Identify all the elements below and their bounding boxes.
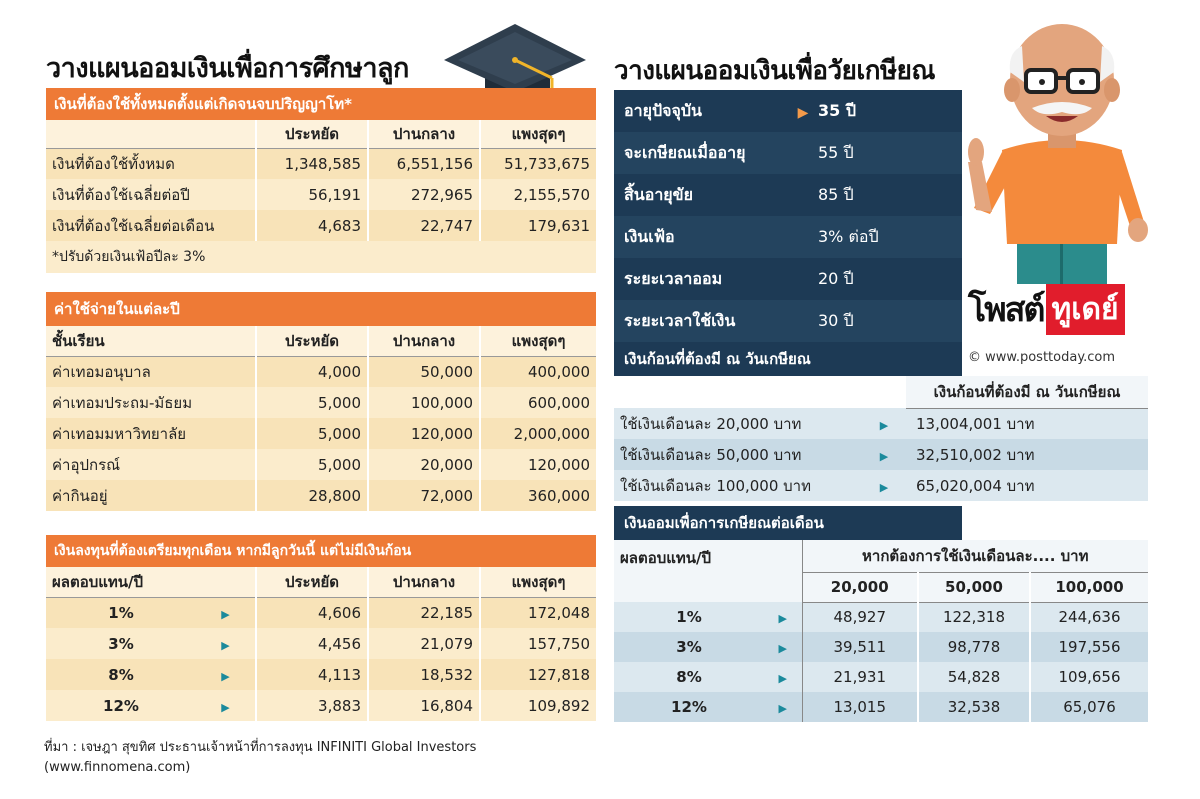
row-label: ค่ากินอยู่ — [46, 480, 256, 511]
cell-value: 28,800 — [256, 480, 368, 511]
cell-value: 32,510,002 บาท — [906, 439, 1148, 470]
row-label: เงินที่ต้องใช้ทั้งหมด — [46, 148, 256, 179]
cell-value: 18,532 — [368, 659, 480, 690]
param-row — [614, 90, 962, 132]
cell-value: 4,606 — [256, 597, 368, 628]
cell-value: 600,000 — [480, 387, 596, 418]
cell-value: 157,750 — [480, 628, 596, 659]
row-label: 12% — [46, 690, 196, 721]
cell-value: 21,079 — [368, 628, 480, 659]
col-header: ประหยัด — [256, 120, 368, 148]
col-header: แพงสุดๆ — [480, 567, 596, 597]
param-label: เงินเฟ้อ — [614, 216, 792, 258]
annual-expense-header: ค่าใช้จ่ายในแต่ละปี — [46, 292, 596, 326]
cell-value: 400,000 — [480, 356, 596, 387]
cell-value: 13,004,001 บาท — [906, 408, 1148, 439]
cell-value: 22,185 — [368, 597, 480, 628]
cell-value: 127,818 — [480, 659, 596, 690]
table-row — [46, 597, 596, 628]
arrow-right-icon: ▶ — [221, 638, 230, 652]
source-line-1: ที่มา : เจษฎา สุขทิศ ประธานเจ้าหน้าที่การลงทุน INFINITI Global Investors — [44, 740, 477, 755]
education-total-table — [46, 120, 596, 273]
cell-value: 13,015 — [802, 692, 918, 722]
col-header: ปานกลาง — [368, 567, 480, 597]
table-row — [46, 418, 596, 449]
row-label: เงินที่ต้องใช้เฉลี่ยต่อเดือน — [46, 210, 256, 241]
cell-value: 51,733,675 — [480, 148, 596, 179]
cell-value: 100,000 — [368, 387, 480, 418]
cell-value: 39,511 — [802, 632, 918, 662]
table-row — [614, 408, 1148, 439]
cell-value: 3,883 — [256, 690, 368, 721]
cell-value: 4,113 — [256, 659, 368, 690]
cell-value: 54,828 — [918, 662, 1030, 692]
row-label: ใช้เงินเดือนละ 50,000 บาท — [614, 439, 862, 470]
cell-value: 4,000 — [256, 356, 368, 387]
param-value: 20 ปี — [814, 258, 962, 300]
table-row — [46, 449, 596, 480]
cell-value: 4,683 — [256, 210, 368, 241]
left-title: วางแผนออมเงินเพื่อการศึกษาลูก — [46, 53, 409, 84]
arrow-right-icon: ▶ — [778, 672, 787, 685]
col-header: ประหยัด — [256, 326, 368, 356]
table-header-row — [46, 567, 596, 597]
col-header: ปานกลาง — [368, 120, 480, 148]
monthly-investment-table — [46, 567, 596, 721]
col-header: ปานกลาง — [368, 326, 480, 356]
table-header-blank — [46, 120, 256, 148]
table-row — [46, 690, 596, 721]
site-credit: © www.posttoday.com — [968, 350, 1116, 365]
cell-value: 272,965 — [368, 179, 480, 210]
cell-value: 98,778 — [918, 632, 1030, 662]
cell-value: 21,931 — [802, 662, 918, 692]
param-label: อายุปัจจุบัน — [614, 90, 792, 132]
table-row — [614, 632, 1148, 662]
lump-sum-header: เงินก้อนที่ต้องมี ณ วันเกษียณ — [614, 342, 962, 376]
cell-value: 197,556 — [1030, 632, 1148, 662]
table-row — [614, 662, 1148, 692]
cell-value: 72,000 — [368, 480, 480, 511]
source-line-2: (www.finnomena.com) — [44, 760, 191, 775]
col-header-level: ชั้นเรียน — [46, 326, 256, 356]
row-label: ใช้เงินเดือนละ 20,000 บาท — [614, 408, 862, 439]
cell-value: 65,076 — [1030, 692, 1148, 722]
retirement-params-table — [614, 90, 962, 342]
param-value: 30 ปี — [814, 300, 962, 342]
row-label: ใช้เงินเดือนละ 100,000 บาท — [614, 470, 862, 501]
table-row — [46, 659, 596, 690]
arrow-right-icon: ▶ — [221, 700, 230, 714]
monthly-saving-header: เงินออมเพื่อการเกษียณต่อเดือน — [614, 506, 962, 540]
row-label: 8% — [46, 659, 196, 690]
param-row — [614, 132, 962, 174]
col-header: แพงสุดๆ — [480, 326, 596, 356]
table-row — [614, 470, 1148, 501]
row-label: 3% — [46, 628, 196, 659]
inflation-note: *ปรับด้วยเงินเฟ้อปีละ 3% — [46, 241, 596, 273]
param-row — [614, 300, 962, 342]
cell-value: 22,747 — [368, 210, 480, 241]
param-value: 85 ปี — [814, 174, 962, 216]
cell-value: 5,000 — [256, 449, 368, 480]
table-row — [46, 628, 596, 659]
cell-value: 16,804 — [368, 690, 480, 721]
row-label: เงินที่ต้องใช้เฉลี่ยต่อปี — [46, 179, 256, 210]
arrow-right-icon: ▶ — [879, 449, 889, 463]
cell-value: 5,000 — [256, 387, 368, 418]
table-row — [614, 692, 1148, 722]
lump-sum-table — [614, 376, 1148, 501]
cell-value: 122,318 — [918, 602, 1030, 632]
table-row — [46, 179, 596, 210]
param-label: สิ้นอายุขัย — [614, 174, 792, 216]
param-value: 35 ปี — [814, 90, 962, 132]
right-title: วางแผนออมเงินเพื่อวัยเกษียณ — [614, 56, 935, 86]
col-header: 100,000 — [1030, 572, 1148, 602]
table-row — [46, 480, 596, 511]
row-label: 12% — [614, 692, 764, 722]
cell-value: 120,000 — [480, 449, 596, 480]
param-label: ระยะเวลาใช้เงิน — [614, 300, 792, 342]
cell-value: 2,155,570 — [480, 179, 596, 210]
cell-value: 120,000 — [368, 418, 480, 449]
cell-value: 20,000 — [368, 449, 480, 480]
cell-value: 172,048 — [480, 597, 596, 628]
table-row — [614, 439, 1148, 470]
cell-value: 109,892 — [480, 690, 596, 721]
arrow-right-icon: ▶ — [879, 480, 889, 494]
cell-value: 109,656 — [1030, 662, 1148, 692]
monthly-investment-header: เงินลงทุนที่ต้องเตรียมทุกเดือน หากมีลูกวันนี้ แต่ไม่มีเงินก้อน — [46, 535, 596, 567]
col-header: ประหยัด — [256, 567, 368, 597]
row-label: ค่าเทอมมหาวิทยาลัย — [46, 418, 256, 449]
row-label: 8% — [614, 662, 764, 692]
cell-value: 48,927 — [802, 602, 918, 632]
cell-value: 360,000 — [480, 480, 596, 511]
arrow-right-icon: ▶ — [221, 669, 230, 683]
table-row — [46, 387, 596, 418]
table-header-row — [46, 326, 596, 356]
arrow-right-icon: ▶ — [879, 418, 889, 432]
row-label: 1% — [614, 602, 764, 632]
cell-value: 244,636 — [1030, 602, 1148, 632]
col-header-return: ผลตอบแทน/ปี — [46, 567, 256, 597]
row-label: 1% — [46, 597, 196, 628]
cell-value: 1,348,585 — [256, 148, 368, 179]
table-row — [46, 148, 596, 179]
table-header-row — [614, 376, 1148, 408]
param-row — [614, 174, 962, 216]
param-label: ระยะเวลาออม — [614, 258, 792, 300]
param-row — [614, 258, 962, 300]
logo-text-post: โพสต์ — [968, 290, 1044, 330]
logo-text-today: ทูเดย์ — [1046, 284, 1125, 335]
param-row — [614, 216, 962, 258]
table-row — [46, 356, 596, 387]
row-label: ค่าอุปกรณ์ — [46, 449, 256, 480]
monthly-saving-table — [614, 540, 1148, 722]
arrow-right-icon: ▶ — [778, 642, 787, 655]
table-row — [46, 210, 596, 241]
col-header: 50,000 — [918, 572, 1030, 602]
cell-value: 179,631 — [480, 210, 596, 241]
cell-value: 6,551,156 — [368, 148, 480, 179]
col-header-return: ผลตอบแทน/ปี — [614, 540, 802, 602]
cell-value: 32,538 — [918, 692, 1030, 722]
cell-value: 65,020,004 บาท — [906, 470, 1148, 501]
table-header-row — [614, 540, 1148, 572]
education-total-header: เงินที่ต้องใช้ทั้งหมดตั้งแต่เกิดจนจบปริญญาโท* — [46, 88, 596, 120]
arrow-right-icon: ▶ — [797, 104, 809, 121]
row-label: 3% — [614, 632, 764, 662]
table-header-row — [46, 120, 596, 148]
param-value: 3% ต่อปี — [814, 216, 962, 258]
row-label: ค่าเทอมประถม-มัธยม — [46, 387, 256, 418]
lump-col-header: เงินก้อนที่ต้องมี ณ วันเกษียณ — [906, 376, 1148, 408]
arrow-right-icon: ▶ — [221, 607, 230, 621]
col-header: 20,000 — [802, 572, 918, 602]
row-label: ค่าเทอมอนุบาล — [46, 356, 256, 387]
param-value: 55 ปี — [814, 132, 962, 174]
arrow-right-icon: ▶ — [778, 612, 787, 625]
span-col-header: หากต้องการใช้เงินเดือนละ.... บาท — [802, 540, 1148, 572]
source-note — [44, 738, 476, 778]
cell-value: 56,191 — [256, 179, 368, 210]
cell-value: 5,000 — [256, 418, 368, 449]
table-note-row — [46, 241, 596, 273]
annual-expense-table — [46, 326, 596, 511]
arrow-right-icon: ▶ — [778, 702, 787, 715]
param-label: จะเกษียณเมื่ออายุ — [614, 132, 792, 174]
cell-value: 4,456 — [256, 628, 368, 659]
posttoday-logo — [968, 282, 1154, 336]
cell-value: 2,000,000 — [480, 418, 596, 449]
col-header: แพงสุดๆ — [480, 120, 596, 148]
table-row — [614, 602, 1148, 632]
elderly-man-thumbs-up-illustration — [962, 12, 1162, 284]
cell-value: 50,000 — [368, 356, 480, 387]
